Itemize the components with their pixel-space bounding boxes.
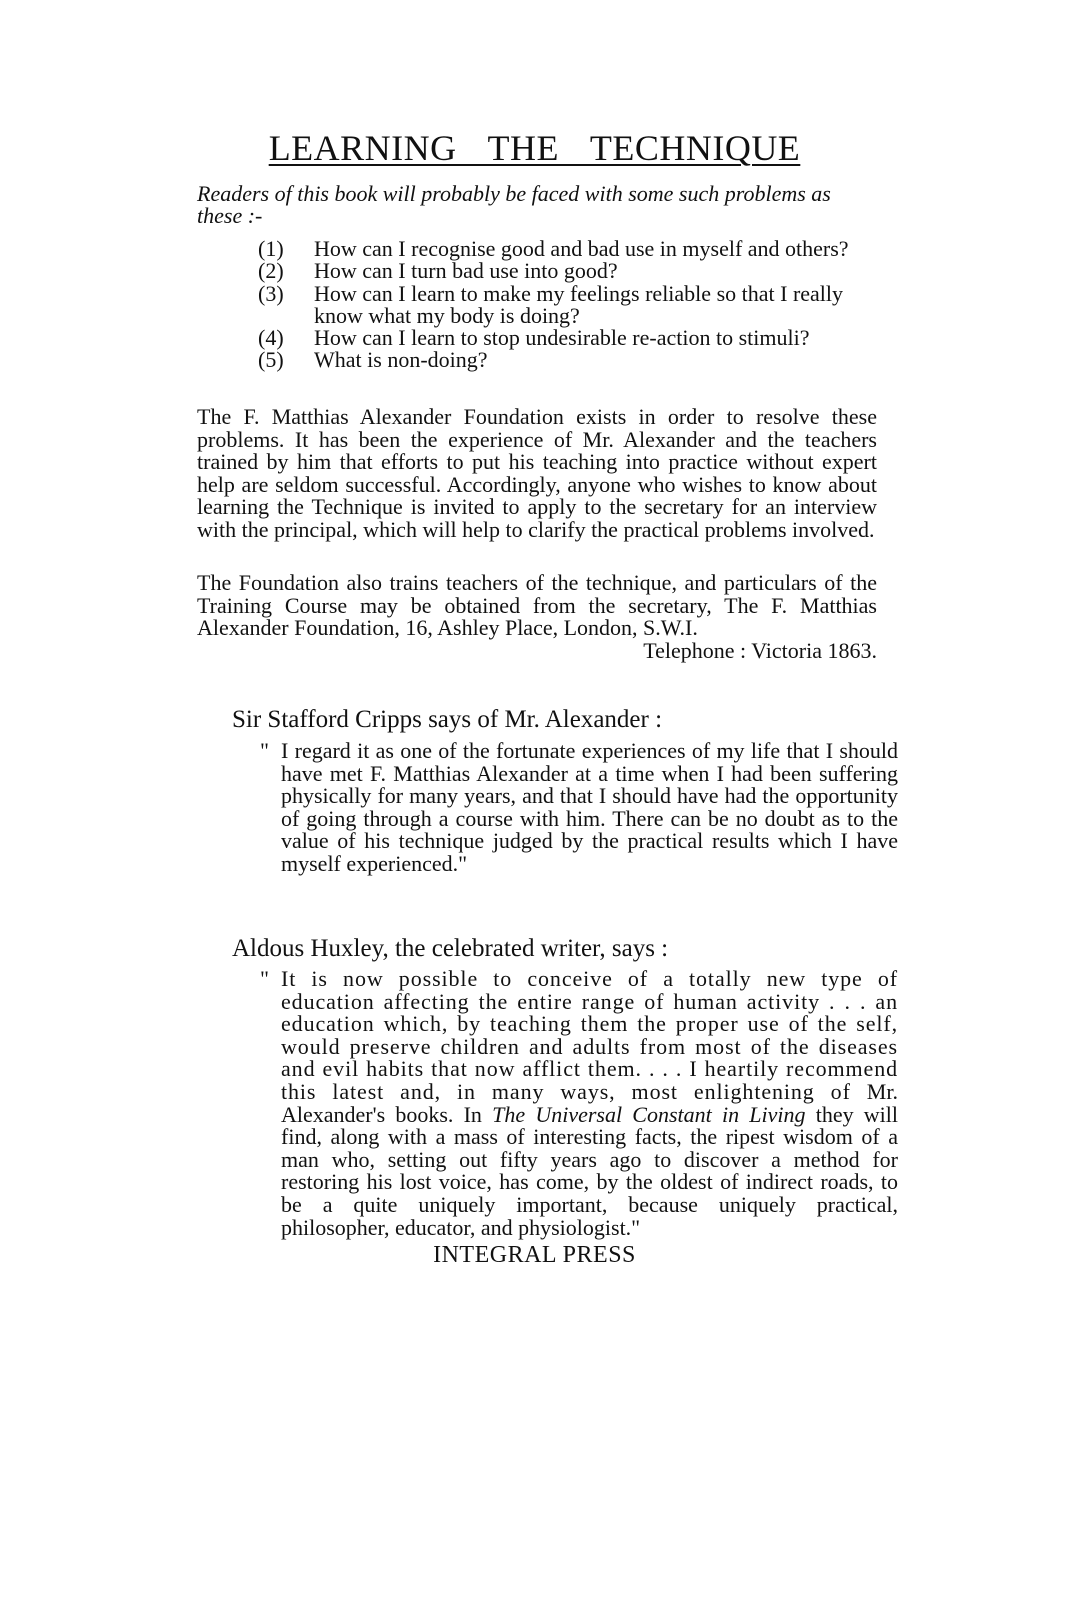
question-number: (1)	[258, 236, 284, 261]
question-item	[258, 260, 880, 282]
question-text: How can I learn to make my feelings reliable so that I really know what my body is doing?	[314, 280, 844, 328]
question-item	[258, 349, 880, 371]
testimonial-quote-cripps	[260, 740, 898, 876]
quote-body	[260, 968, 898, 1239]
question-number: (5)	[258, 347, 284, 373]
questions-list	[258, 238, 880, 372]
testimonial-quote-huxley	[260, 968, 898, 1239]
intro-text: Readers of this book will probably be faced with some such problems as these :-	[197, 181, 831, 228]
question-item	[258, 280, 880, 328]
publisher-name: INTEGRAL PRESS	[433, 1242, 636, 1268]
foundation-paragraph: The F. Matthias Alexander Foundation exists in order to resolve these problems. It has been the experience of Mr. Alexander and the teachers trained by him that efforts to put his teaching into practice without expert help are seldom successful. Accordingly, anyone who wishes to know about learning the Technique is invited to apply to the secretary for an interview with the principal, which will help to clarify the practical problems involved.	[197, 404, 877, 542]
testimonial-heading-huxley: Aldous Huxley, the celebrated writer, says :	[232, 935, 669, 962]
question-text: How can I turn bad use into good?	[314, 258, 618, 284]
open-quote-mark: "	[260, 738, 269, 763]
quote-rest	[281, 1079, 898, 1240]
page-title-text: LEARNING THE TECHNIQUE	[268, 128, 801, 168]
question-item	[258, 327, 880, 349]
question-text: How can I learn to stop undesirable re-action to stimuli?	[314, 325, 810, 351]
quote-part-2: Mr. Alexander's books. In	[281, 1078, 898, 1127]
question-item	[258, 238, 880, 260]
page-title	[0, 126, 1069, 170]
training-paragraph	[197, 572, 877, 662]
question-text: How can I recognise good and bad use in myself and others?	[314, 236, 849, 261]
training-text: The Foundation also trains teachers of the technique, and particulars of the Training Course may be obtained from the secretary, The F. Matthias Alexander Foundation, 16, Ashley Place, London, S.W.I.	[197, 570, 877, 641]
question-number: (3)	[258, 280, 284, 306]
quote-body: I regard it as one of the fortunate experiences of my life that I should have met F. Matthias Alexander at a time when I had been suffering physically for many years, and that I should have had the opportunity of going through a course with him. There can be no doubt as to the value of his technique judged by the practical results which I have myself experienced."	[281, 738, 898, 876]
question-number: (2)	[258, 258, 284, 284]
question-text: What is non-doing?	[314, 347, 488, 373]
question-number: (4)	[258, 325, 284, 351]
book-title: The Universal Constant in Living	[492, 1101, 806, 1127]
testimonial-heading-cripps: Sir Stafford Cripps says of Mr. Alexander :	[232, 706, 663, 733]
open-quote-mark: "	[260, 966, 270, 991]
quote-part-3: they will find, along with a mass of interesting facts, the ripest wisdom of a man who, setting out fifty years ago to discover a method for restoring his lost voice, has come, by the oldest of indirect roads, to be a quite uniquely important, because uniquely practical, philosopher, educator, and physiologist."	[281, 1101, 899, 1240]
quote-part-1: It is now possible to conceive of a totally new type of education affecting the entire range of human activity . . . an education which, by teaching them the proper use of the self, would preserve children and adults from most of the diseases and evil habits that now afflict them. . . . I heartily recommend this latest and, in many ways, most enlightening of	[281, 966, 898, 1104]
telephone-line: Telephone : Victoria 1863.	[643, 637, 877, 663]
